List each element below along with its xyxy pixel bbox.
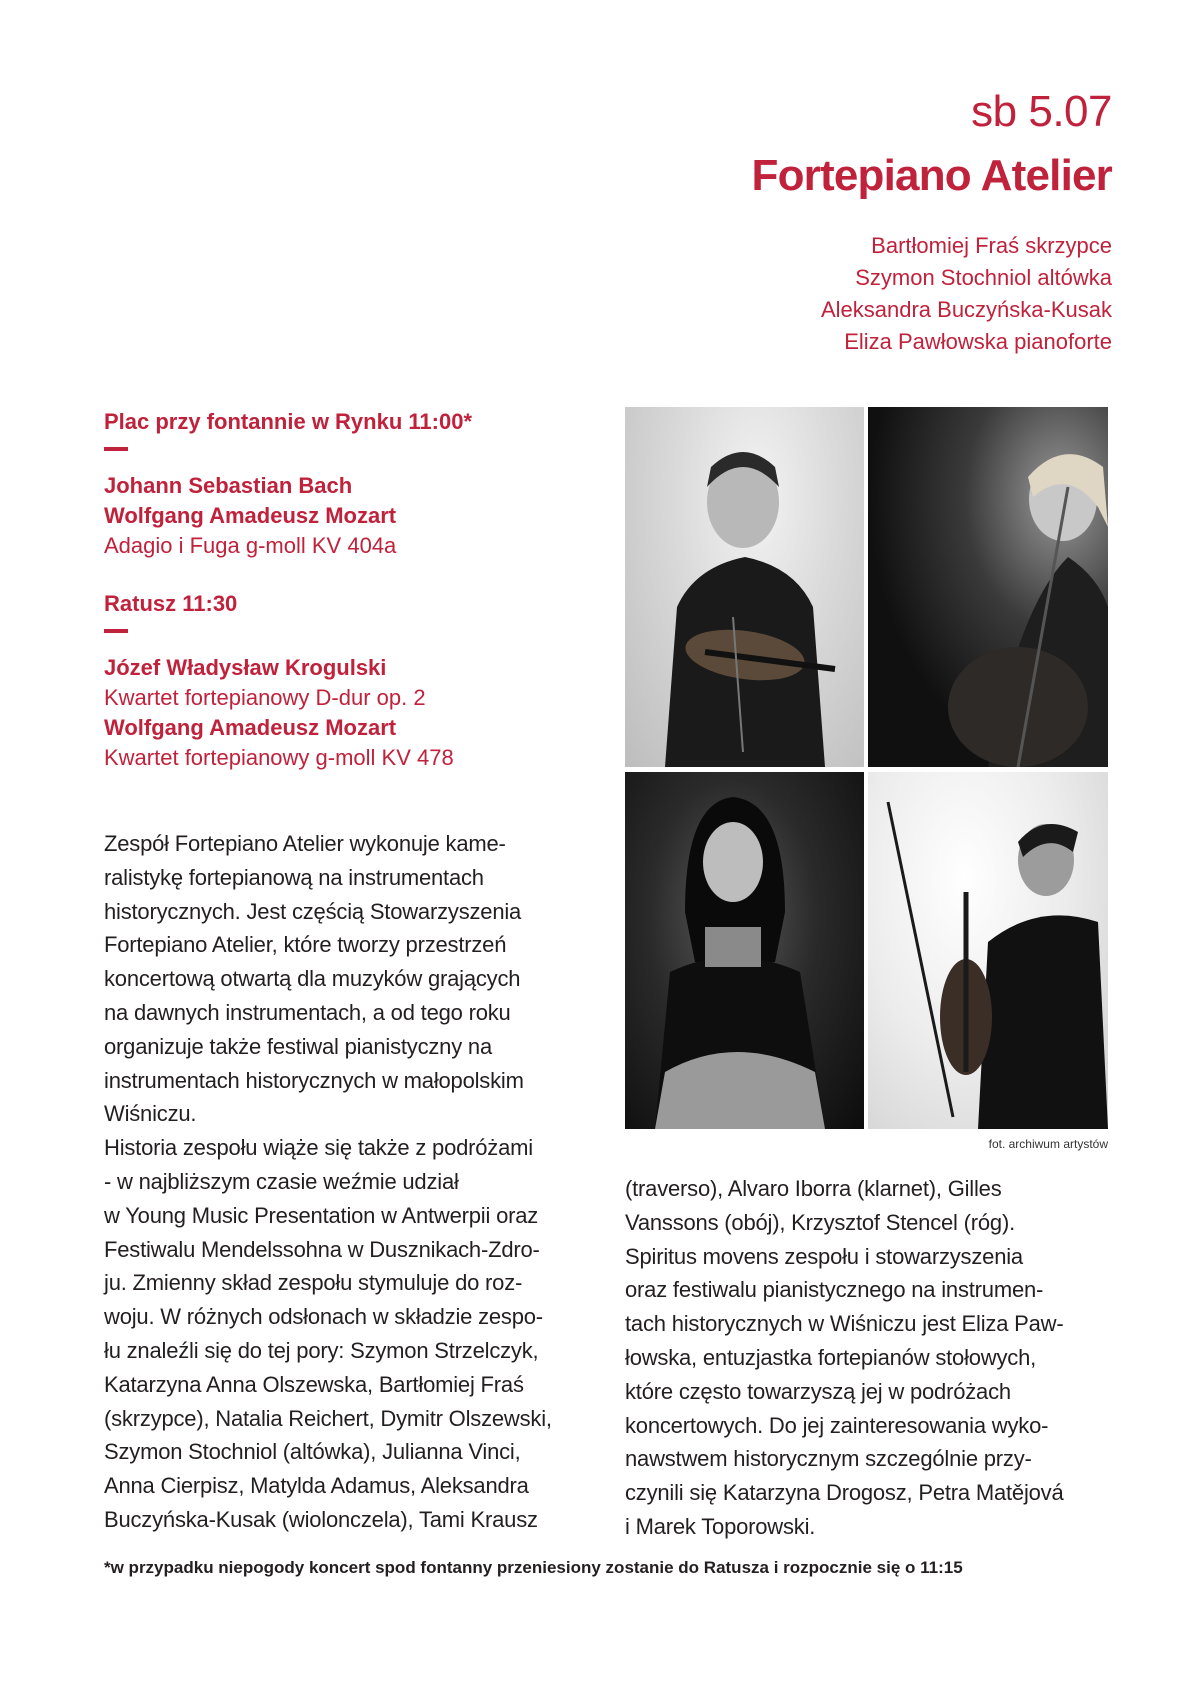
text-line: tach historycznych w Wiśniczu jest Eliza Paw-	[625, 1311, 1064, 1337]
text-line: Katarzyna Anna Olszewska, Bartłomiej Fraś	[104, 1371, 524, 1397]
body-text-left	[104, 827, 604, 1537]
text-line: koncertowych. Do jej zainteresowania wyko-	[625, 1412, 1049, 1438]
text-line: Szymon Stochniol (altówka), Julianna Vinci,	[104, 1439, 521, 1465]
performer: Szymon Stochniol altówka	[855, 265, 1112, 290]
text-line: Spiritus movens zespołu i stowarzyszenia	[625, 1243, 1023, 1269]
performer: Eliza Pawłowska pianoforte	[844, 329, 1112, 354]
text-line: i Marek Toporowski.	[625, 1513, 816, 1539]
text-line: organizuje także festiwal pianistyczny na	[104, 1033, 493, 1059]
text-line: łowska, entuzjastka fortepianów stołowych,	[625, 1344, 1037, 1370]
venue-heading: Ratusz 11:30	[104, 591, 238, 616]
text-line: ju. Zmienny skład zespołu stymuluje do roz-	[104, 1270, 523, 1296]
text-line: oraz festiwalu pianistycznego na instrumen-	[625, 1277, 1044, 1303]
text-line: ralistykę fortepianową na instrumentach	[104, 864, 484, 890]
text-line: instrumentach historycznych w małopolskim	[104, 1067, 524, 1093]
composer-name: Wolfgang Amadeusz Mozart	[104, 503, 397, 528]
text-line: łu znaleźli się do tej pory: Szymon Strzelczyk,	[104, 1337, 539, 1363]
photo-pianist-woman	[625, 772, 864, 1129]
composer-name: Johann Sebastian Bach	[104, 473, 353, 498]
performer: Aleksandra Buczyńska-Kusak	[820, 297, 1112, 322]
event-date: sb 5.07	[971, 87, 1112, 136]
text-line: koncertową otwartą dla muzyków grających	[104, 966, 521, 992]
photo-cellist-woman	[868, 407, 1108, 767]
text-line: Historia zespołu wiąże się także z podróżami	[104, 1135, 533, 1161]
text-line: czynili się Katarzyna Drogosz, Petra Matějová	[625, 1480, 1064, 1506]
text-line: Vanssons (obój), Krzysztof Stencel (róg).	[625, 1209, 1015, 1235]
event-title: Fortepiano Atelier	[751, 151, 1112, 200]
text-line: woju. W różnych odsłonach w składzie zespo-	[104, 1304, 543, 1330]
performer: Bartłomiej Fraś skrzypce	[871, 233, 1112, 258]
performers-list	[752, 230, 1112, 358]
photo-violist-man	[868, 772, 1108, 1129]
text-line: Zespół Fortepiano Atelier wykonuje kame-	[104, 831, 506, 856]
event-header	[752, 88, 1112, 358]
text-line: które często towarzyszą jej w podróżach	[625, 1378, 1011, 1404]
text-line: historycznych. Jest częścią Stowarzyszenia	[104, 898, 522, 924]
text-line: nawstwem historycznym szczególnie przy-	[625, 1446, 1032, 1472]
text-line: na dawnych instrumentach, a od tego roku	[104, 999, 511, 1025]
text-line: Anna Cierpisz, Matylda Adamus, Aleksandra	[104, 1473, 529, 1499]
program-section	[104, 407, 584, 773]
text-line: Buczyńska-Kusak (wiolonczela), Tami Krausz	[104, 1506, 538, 1532]
composer-name: Józef Władysław Krogulski	[104, 655, 387, 680]
text-line: (traverso), Alvaro Iborra (klarnet), Gilles	[625, 1176, 1002, 1201]
text-line: w Young Music Presentation w Antwerpii oraz	[104, 1202, 539, 1228]
work-title: Kwartet fortepianowy D-dur op. 2	[104, 685, 426, 710]
text-line: Wiśniczu.	[104, 1101, 197, 1127]
text-line: (skrzypce), Natalia Reichert, Dymitr Olszewski,	[104, 1405, 552, 1431]
body-text-right	[625, 1172, 1125, 1544]
composer-name: Wolfgang Amadeusz Mozart	[104, 715, 397, 740]
work-title: Adagio i Fuga g-moll KV 404a	[104, 533, 397, 558]
photo-violinist-man	[625, 407, 864, 767]
text-line: Festiwalu Mendelssohna w Dusznikach-Zdro-	[104, 1236, 540, 1262]
divider	[104, 629, 128, 633]
footnote: *w przypadku niepogody koncert spod fontanny przeniesiony zostanie do Ratusza i rozpocznie się o 11:15	[104, 1558, 963, 1577]
text-line: - w najbliższym czasie weźmie udział	[104, 1168, 459, 1194]
venue-heading: Plac przy fontannie w Rynku 11:00*	[104, 409, 473, 434]
photo-credit: fot. archiwum artystów	[988, 1137, 1108, 1151]
divider	[104, 447, 128, 451]
text-line: Fortepiano Atelier, które tworzy przestrzeń	[104, 932, 507, 958]
work-title: Kwartet fortepianowy g-moll KV 478	[104, 745, 454, 770]
